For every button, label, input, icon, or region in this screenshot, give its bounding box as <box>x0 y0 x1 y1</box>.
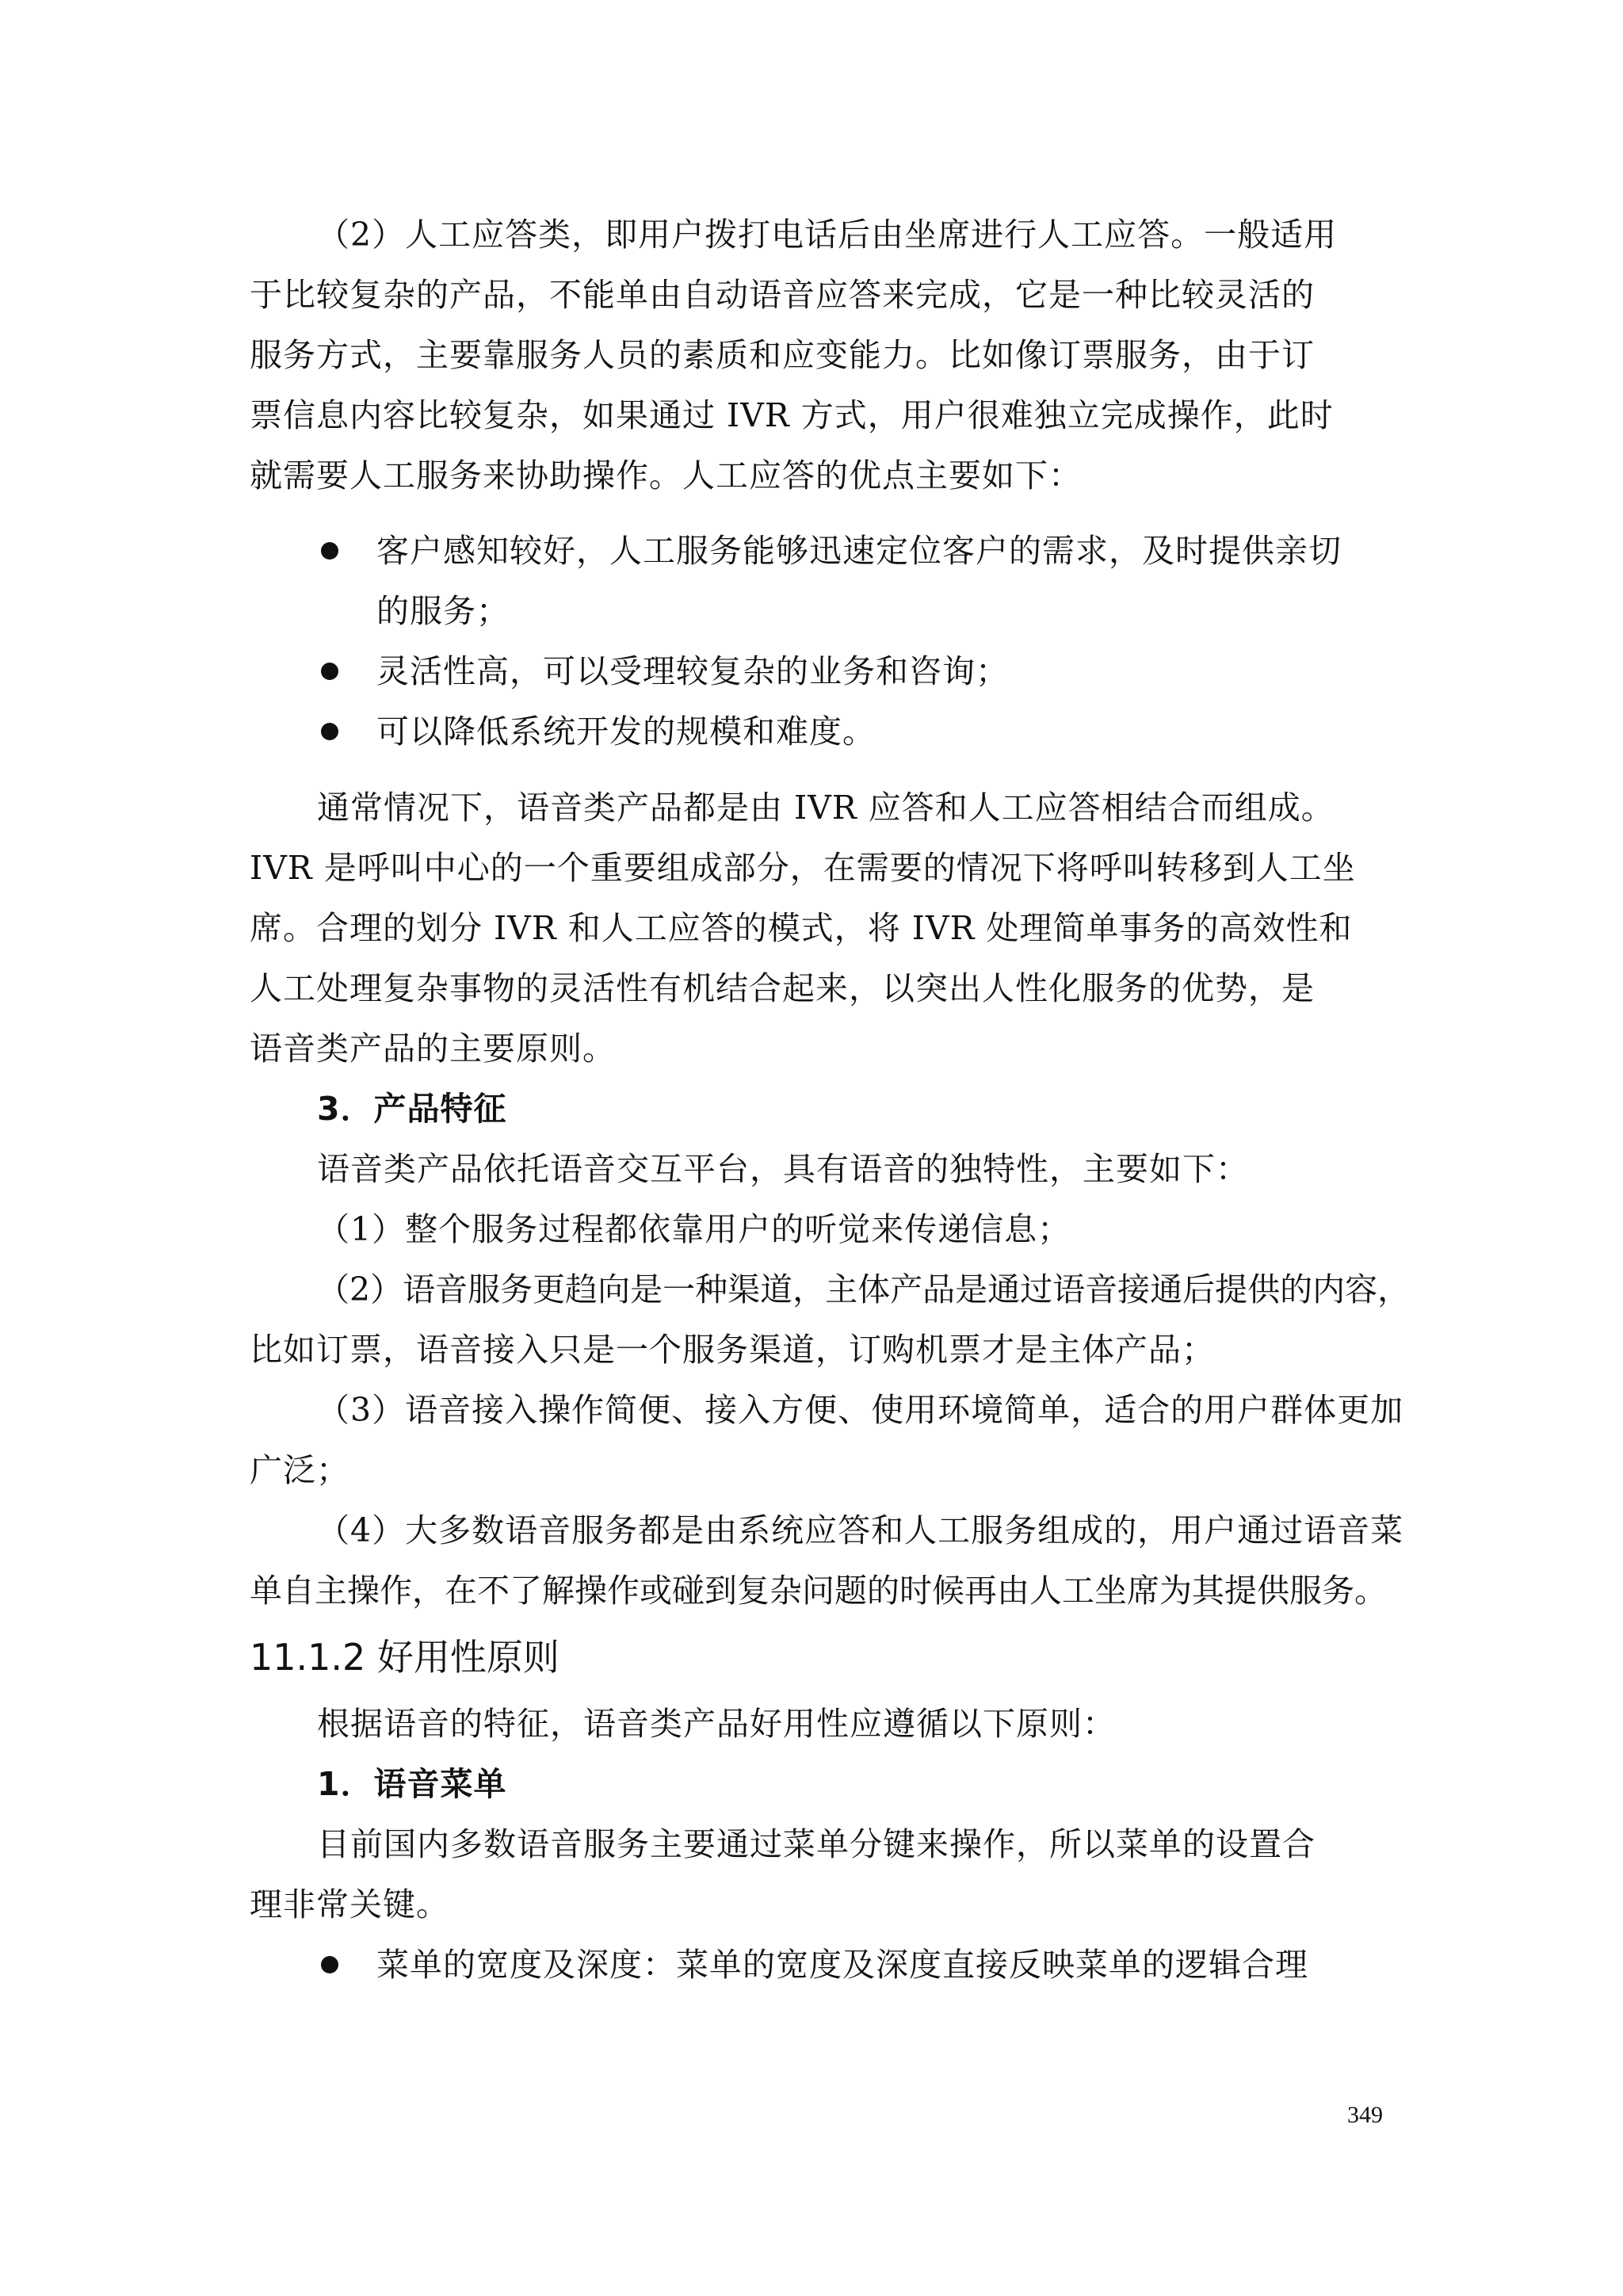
paragraph-line: 语音类产品依托语音交互平台，具有语音的独特性，主要如下： <box>317 1150 1249 1188</box>
paragraph-line: 目前国内多数语音服务主要通过菜单分键来操作，所以菜单的设置合 <box>317 1825 1316 1863</box>
paragraph-line: （1）整个服务过程都依靠用户的听觉来传递信息； <box>317 1210 1071 1248</box>
paragraph-line: 语音类产品的主要原则。 <box>250 1030 616 1068</box>
paragraph-line: 票信息内容比较复杂，如果通过 IVR 方式，用户很难独立完成操作，此时 <box>250 396 1334 434</box>
paragraph-line: （4）大多数语音服务都是由系统应答和人工服务组成的，用户通过语音菜 <box>317 1511 1404 1549</box>
paragraph-line: 于比较复杂的产品，不能单由自动语音应答来完成，它是一种比较灵活的 <box>250 276 1315 314</box>
bullet-dot <box>321 1956 338 1973</box>
paragraph-line: （3）语音接入操作简便、接入方便、使用环境简单，适合的用户群体更加 <box>317 1391 1404 1429</box>
list-item: 菜单的宽度及深度：菜单的宽度及深度直接反映菜单的逻辑合理 <box>376 1946 1308 1984</box>
paragraph-line: 比如订票，语音接入只是一个服务渠道，订购机票才是主体产品； <box>250 1331 1215 1369</box>
paragraph-line: 就需要人工服务来协助操作。人工应答的优点主要如下： <box>250 457 1082 495</box>
subsection-heading: 3．产品特征 <box>317 1090 507 1128</box>
list-item: 客户感知较好，人工服务能够迅速定位客户的需求，及时提供亲切 <box>376 532 1342 570</box>
paragraph-line: 通常情况下，语音类产品都是由 IVR 应答和人工应答相结合而组成。 <box>317 789 1335 827</box>
list-item: 可以降低系统开发的规模和难度。 <box>376 712 876 751</box>
paragraph-line: 单自主操作，在不了解操作或碰到复杂问题的时候再由人工坐席为其提供服务。 <box>250 1572 1387 1610</box>
paragraph-line: 广泛； <box>250 1451 349 1489</box>
bullet-dot <box>321 723 338 740</box>
paragraph-line: 服务方式，主要靠服务人员的素质和应变能力。比如像订票服务，由于订 <box>250 336 1315 374</box>
paragraph-line: （2）人工应答类，即用户拨打电话后由坐席进行人工应答。一般适用 <box>317 216 1338 254</box>
list-item: 灵活性高，可以受理较复杂的业务和咨询； <box>376 652 1009 690</box>
bullet-dot <box>321 542 338 560</box>
paragraph-line: IVR 是呼叫中心的一个重要组成部分，在需要的情况下将呼叫转移到人工坐 <box>250 849 1356 887</box>
list-item: 的服务； <box>376 592 510 630</box>
paragraph-line: 人工处理复杂事物的灵活性有机结合起来，以突出人性化服务的优势，是 <box>250 969 1315 1007</box>
paragraph-line: 理非常关键。 <box>250 1885 449 1924</box>
subsection-heading: 1．语音菜单 <box>317 1765 507 1803</box>
bullet-dot <box>321 663 338 680</box>
paragraph-line: （2）语音服务更趋向是一种渠道，主体产品是通过语音接通后提供的内容， <box>317 1270 1411 1308</box>
paragraph-line: 根据语音的特征，语音类产品好用性应遵循以下原则： <box>317 1705 1116 1743</box>
section-heading: 11.1.2 好用性原则 <box>250 1636 559 1679</box>
page-number: 349 <box>1347 2102 1383 2128</box>
paragraph-line: 席。合理的划分 IVR 和人工应答的模式，将 IVR 处理简单事务的高效性和 <box>250 909 1353 947</box>
